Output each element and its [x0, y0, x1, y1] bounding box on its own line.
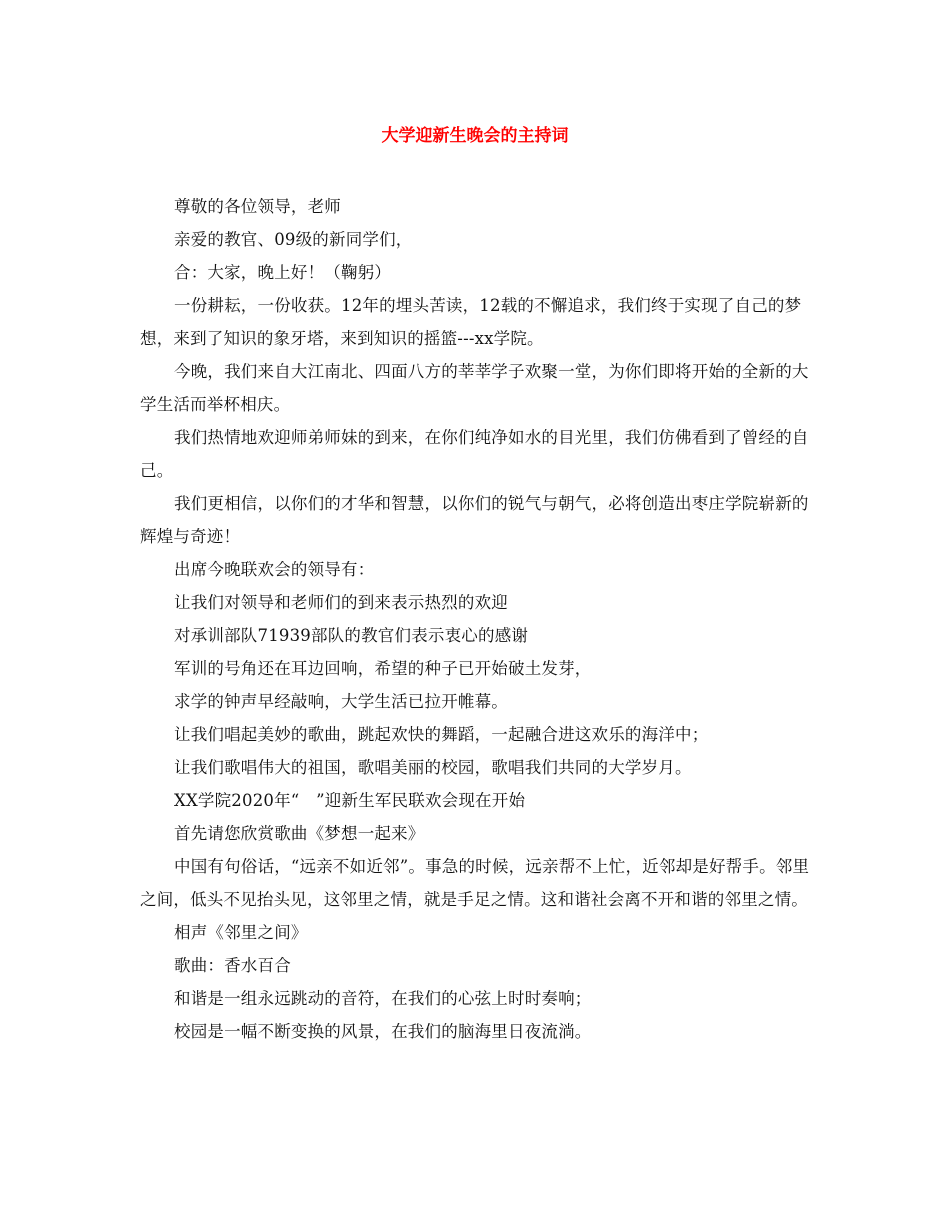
paragraph-21: 校园是一幅不断变换的风景，在我们的脑海里日夜流淌。	[174, 1022, 592, 1041]
paragraph-18: 相声《邻里之间》	[174, 923, 308, 942]
paragraph-10: 对承训部队71939部队的教官们表示衷心的感谢	[174, 626, 529, 645]
paragraph-13: 让我们唱起美妙的歌曲，跳起欢快的舞蹈，一起融合进这欢乐的海洋中；	[174, 725, 709, 744]
paragraph-3: 合：大家，晚上好！（鞠躬）	[174, 263, 392, 282]
paragraph-14: 让我们歌唱伟大的祖国，歌唱美丽的校园，歌唱我们共同的大学岁月。	[174, 758, 692, 777]
paragraph-15: XX学院2020年“ ”迎新生军民联欢会现在开始	[174, 791, 526, 810]
paragraph-4: 一份耕耘，一份收获。12年的埋头苦读，12载的不懈追求，我们终于实现了自己的梦想，来到了知识的象牙塔，来到知识的摇篮---xx学院。	[140, 296, 802, 348]
document-title: 大学迎新生晚会的主持词	[381, 126, 569, 146]
document-body	[140, 190, 812, 1048]
paragraph-5: 今晚，我们来自大江南北、四面八方的莘莘学子欢聚一堂，为你们即将开始的全新的大学生活而举杯相庆。	[140, 362, 809, 414]
paragraph-2: 亲爱的教官、09级的新同学们，	[174, 230, 413, 249]
paragraph-20: 和谐是一组永远跳动的音符，在我们的心弦上时时奏响；	[174, 989, 592, 1008]
paragraph-7: 我们更相信，以你们的才华和智慧，以你们的锐气与朝气，必将创造出枣庄学院崭新的辉煌与奇迹！	[140, 494, 809, 546]
paragraph-19: 歌曲：香水百合	[174, 956, 291, 975]
paragraph-1: 尊敬的各位领导，老师	[174, 197, 341, 216]
paragraph-11: 军训的号角还在耳边回响，希望的种子已开始破土发芽，	[174, 659, 592, 678]
paragraph-9: 让我们对领导和老师们的到来表示热烈的欢迎	[174, 593, 508, 612]
paragraph-17: 中国有句俗话，“远亲不如近邻”。事急的时候，远亲帮不上忙，近邻却是好帮手。邻里之间，低头不见抬头见，这邻里之情，就是手足之情。这和谐社会离不开和谐的邻里之情。	[140, 857, 810, 909]
paragraph-8: 出席今晚联欢会的领导有：	[174, 560, 375, 579]
paragraph-6: 我们热情地欢迎师弟师妹的到来，在你们纯净如水的目光里，我们仿佛看到了曾经的自己。	[140, 428, 809, 480]
paragraph-12: 求学的钟声早经敲响，大学生活已拉开帷幕。	[174, 692, 508, 711]
paragraph-16: 首先请您欣赏歌曲《梦想一起来》	[174, 824, 425, 843]
